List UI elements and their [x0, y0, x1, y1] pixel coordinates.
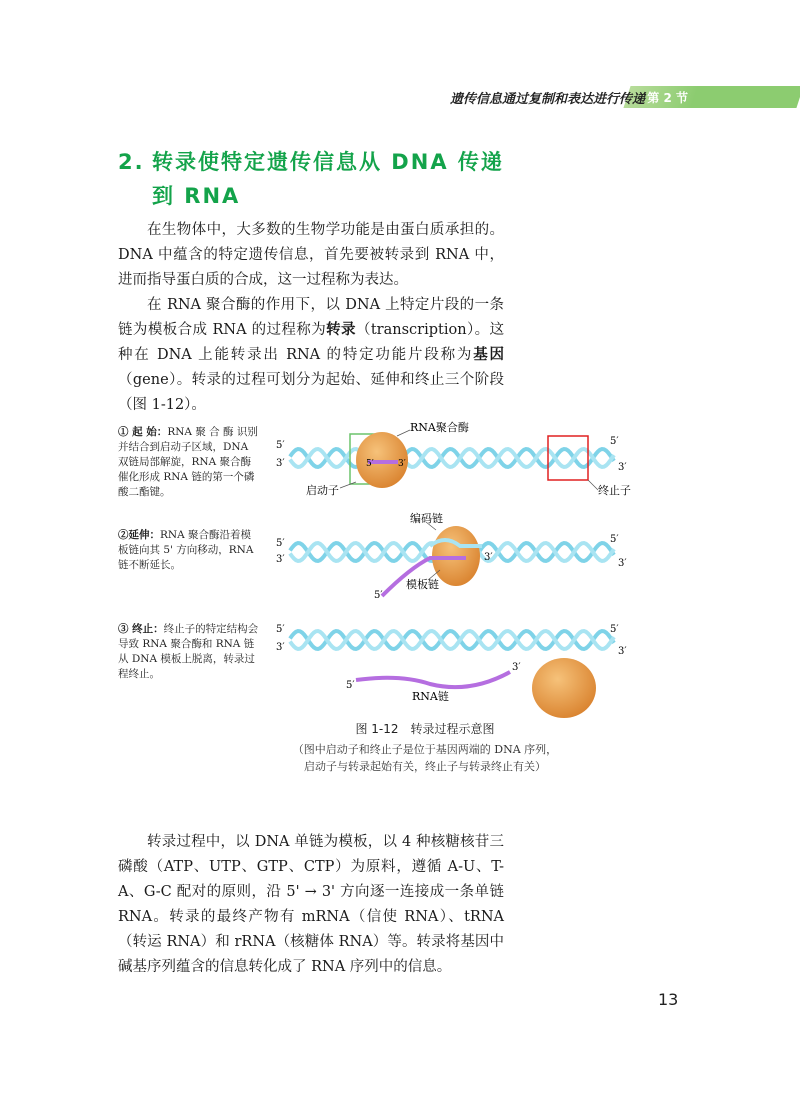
svg-text:3′: 3′: [276, 642, 285, 653]
panel-initiation: [276, 420, 631, 497]
paragraph-3: 转录过程中，以 DNA 单链为模板，以 4 种核糖核苷三磷酸（ATP、UTP、GTP、CTP）为原料，遵循 A-U、T-A、G-C 配对的原则，沿 5' → 3' 方向逐一连接成一条单链 RNA。转录的最终产物有 mRNA（信使 RNA）、tRNA（转运 RNA）和 rRNA（核糖体 RNA）等。转录将基因中碱基序列蕴含的信息转化成了 RNA 序列中的信息。: [118, 834, 504, 975]
svg-text:5′: 5′: [366, 459, 374, 469]
paragraph-2: 在 RNA 聚合酶的作用下，以 DNA 上特定片段的一条链为模板合成 RNA 的过程称为转录（transcription）。这种在 DNA 上能转录出 RNA 的特定功能片段称为基因（gene）。转录的过程可划分为起始、延伸和终止三个阶段（图 1-12）。: [118, 297, 505, 413]
svg-text:5′: 5′: [610, 436, 619, 447]
panel-elongation: [276, 511, 627, 601]
term-transcription: 转录: [326, 322, 356, 338]
label-rna-polymerase: RNA聚合酶: [410, 421, 469, 434]
paragraph-1: 在生物体中，大多数的生物学功能是由蛋白质承担的。DNA 中蕴含的特定遗传信息，首先要被转录到 RNA 中，进而指导蛋白质的合成，这一过程称为表达。: [118, 222, 504, 288]
caption-title: 图 1-12 转录过程示意图: [355, 722, 495, 736]
svg-text:5′: 5′: [276, 538, 285, 549]
released-rna-strand: [356, 672, 510, 687]
svg-text:3′: 3′: [276, 554, 285, 565]
svg-text:3′: 3′: [512, 662, 521, 673]
svg-text:5′: 5′: [346, 680, 355, 691]
released-rna-polymerase-icon: [532, 658, 596, 718]
step-initiation: ① 起 始：RNA 聚 合 酶 识别并结合到启动子区域，DNA 双链局部解旋，RNA 聚合酶催化形成 RNA 链的第一个磷酸二酯键。: [118, 426, 258, 498]
svg-text:3′: 3′: [618, 558, 627, 569]
label-coding-strand: 编码链: [410, 512, 443, 525]
running-header: [445, 86, 800, 108]
svg-text:5′: 5′: [276, 624, 285, 635]
label-rna-strand: RNA链: [412, 690, 449, 703]
caption-note: （图中启动子和终止子是位于基因两端的 DNA 序列， 启动子与转录起始有关，终止子与转录终止有关）: [292, 743, 558, 773]
svg-text:5′: 5′: [610, 534, 619, 545]
section-heading: [118, 145, 538, 213]
section-title-line2: 到 RNA: [152, 184, 241, 208]
chapter-title: 遗传信息通过复制和表达进行传递: [449, 92, 645, 107]
label-template-strand: 模板链: [406, 578, 439, 591]
figure-caption: [255, 720, 595, 775]
svg-text:5′: 5′: [276, 440, 285, 451]
label-terminator: 终止子: [598, 484, 631, 497]
svg-text:3′: 3′: [618, 646, 627, 657]
svg-text:3′: 3′: [276, 458, 285, 469]
svg-text:3′: 3′: [398, 459, 406, 469]
step-termination: ③ 终止：终止子的特定结构会导致 RNA 聚合酶和 RNA 链从 DNA 模板上脱离，转录过程终止。: [118, 623, 259, 680]
header-bar: [684, 86, 800, 108]
term-gene: 基因: [473, 347, 505, 363]
section-number: 2.: [118, 150, 145, 174]
transcription-diagram: [270, 418, 650, 718]
body-paragraph-3: [118, 830, 504, 980]
svg-text:3′: 3′: [618, 462, 627, 473]
page-number: 13: [658, 990, 679, 1009]
step-elongation: ②延伸：RNA 聚合酶沿着模板链向其 5' 方向移动，RNA 链不断延长。: [118, 529, 254, 571]
panel-termination: [276, 624, 627, 718]
intro-paragraphs: [118, 218, 504, 418]
svg-text:5′: 5′: [374, 590, 383, 601]
section-title-line1: 转录使特定遗传信息从 DNA 传递: [152, 150, 504, 174]
svg-text:5′: 5′: [610, 624, 619, 635]
svg-text:3′: 3′: [484, 552, 493, 563]
section-badge: 第 2 节: [647, 91, 688, 105]
label-promoter: 启动子: [306, 484, 339, 497]
